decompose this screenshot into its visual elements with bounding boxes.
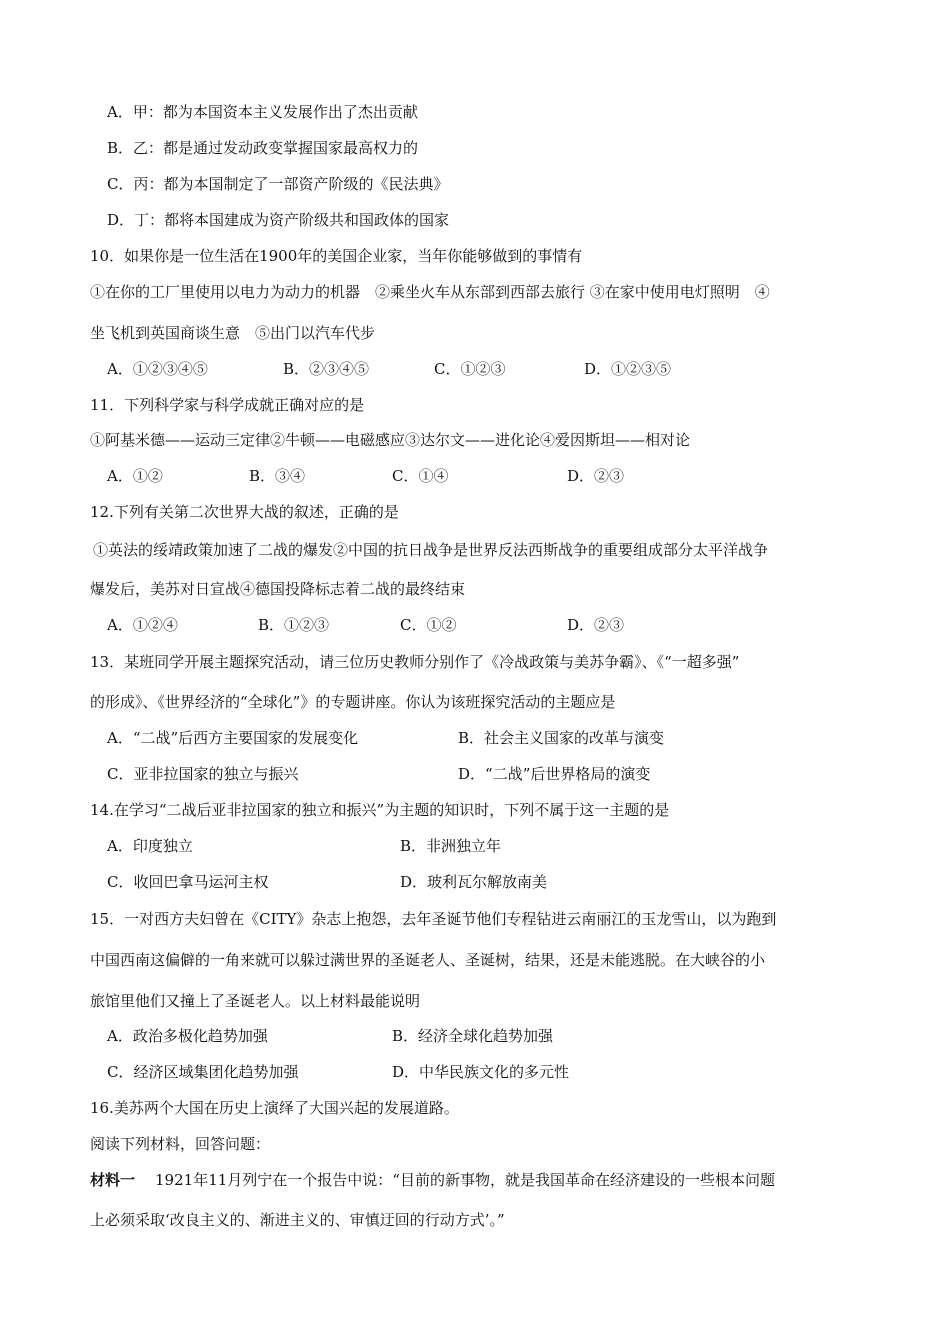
q13-option-a: A．“二战”后西方主要国家的发展变化	[107, 729, 359, 747]
q10-stem: 10．如果你是一位生活在1900年的美国企业家，当年你能够做到的事情有	[90, 247, 583, 265]
q12-option-c: C．①②	[400, 616, 457, 634]
q9-option-c: C．丙：都为本国制定了一部资产阶级的《民法典》	[107, 175, 449, 193]
q11-items: ①阿基米德——运动三定律②牛顿——电磁感应③达尔文——进化论④爱因斯坦——相对论	[90, 431, 691, 449]
q14-option-c: C．收回巴拿马运河主权	[107, 873, 269, 891]
q9-option-d: D．丁：都将本国建成为资产阶级共和国政体的国家	[107, 211, 450, 229]
q11-option-a: A．①②	[107, 467, 163, 485]
q9-option-b: B．乙：都是通过发动政变掌握国家最高权力的	[107, 139, 419, 157]
q10-option-c: C．①②③	[434, 360, 506, 378]
q14-option-b: B．非洲独立年	[400, 837, 502, 855]
q12-option-d: D．②③	[567, 616, 625, 634]
material1-text: 1921年11月列宁在一个报告中说：“目前的新事物，就是我国革命在经济建设的一些根本问题	[155, 1171, 775, 1189]
q15-option-a: A．政治多极化趋势加强	[107, 1027, 268, 1045]
q10-option-b: B．②③④⑤	[283, 360, 370, 378]
q13-option-c: C．亚非拉国家的独立与振兴	[107, 765, 299, 783]
q16-material1-line2: 上必须采取‘改良主义的、渐进主义的、审慎迂回的行动方式’。”	[90, 1211, 505, 1229]
q15-option-b: B．经济全球化趋势加强	[392, 1027, 554, 1045]
q16-material1-line1	[90, 1170, 775, 1190]
q15-stem-line2: 中国西南这偏僻的一角来就可以躲过满世界的圣诞老人、圣诞树，结果，还是未能逃脱。在大峡谷的小	[90, 951, 766, 969]
q13-option-d: D．“二战”后世界格局的演变	[458, 765, 651, 783]
q11-option-b: B．③④	[249, 467, 306, 485]
q10-option-d: D．①②③⑤	[584, 360, 672, 378]
q15-stem-line3: 旅馆里他们又撞上了圣诞老人。以上材料最能说明	[90, 992, 421, 1010]
q9-option-a: A．甲：都为本国资本主义发展作出了杰出贡献	[107, 103, 418, 121]
q13-option-b: B．社会主义国家的改革与演变	[458, 729, 665, 747]
q11-option-c: C．①④	[392, 467, 449, 485]
material1-label: 材料一	[90, 1171, 136, 1189]
q13-stem-line2: 的形成》、《世界经济的“全球化”》的专题讲座。你认为该班探究活动的主题应是	[90, 693, 616, 711]
q14-option-d: D．玻利瓦尔解放南美	[400, 873, 548, 891]
q12-items-line2: 爆发后，美苏对日宣战④德国投降标志着二战的最终结束	[90, 580, 466, 598]
q10-option-a: A．①②③④⑤	[107, 360, 208, 378]
q12-option-a: A．①②④	[107, 616, 178, 634]
q10-items-line2: 坐飞机到英国商谈生意 ⑤出门以汽车代步	[90, 324, 376, 342]
q12-stem: 12.下列有关第二次世界大战的叙述，正确的是	[90, 503, 399, 521]
q12-items-line1: ①英法的绥靖政策加速了二战的爆发②中国的抗日战争是世界反法西斯战争的重要组成部分太平洋战争	[93, 541, 769, 559]
q16-instruction: 阅读下列材料，回答问题：	[90, 1135, 271, 1153]
q14-option-a: A．印度独立	[107, 837, 193, 855]
q16-stem: 16.美苏两个大国在历史上演绎了大国兴起的发展道路。	[90, 1099, 459, 1117]
q14-stem: 14.在学习“二战后亚非拉国家的独立和振兴”为主题的知识时，下列不属于这一主题的是	[90, 801, 670, 819]
q11-option-d: D．②③	[567, 467, 625, 485]
q15-option-d: D．中华民族文化的多元性	[392, 1063, 570, 1081]
q15-option-c: C．经济区域集团化趋势加强	[107, 1063, 299, 1081]
q12-option-b: B．①②③	[258, 616, 330, 634]
q11-stem: 11．下列科学家与科学成就正确对应的是	[90, 396, 365, 414]
q10-items-line1: ①在你的工厂里使用以电力为动力的机器 ②乘坐火车从东部到西部去旅行 ③在家中使用电灯照明 ④	[90, 283, 770, 301]
q13-stem-line1: 13．某班同学开展主题探究活动，请三位历史教师分别作了《冷战政策与美苏争霸》、《“一超多强”	[90, 653, 740, 671]
q15-stem-line1: 15．一对西方夫妇曾在《CITY》杂志上抱怨，去年圣诞节他们专程钻进云南丽江的玉龙雪山，以为跑到	[90, 910, 777, 928]
